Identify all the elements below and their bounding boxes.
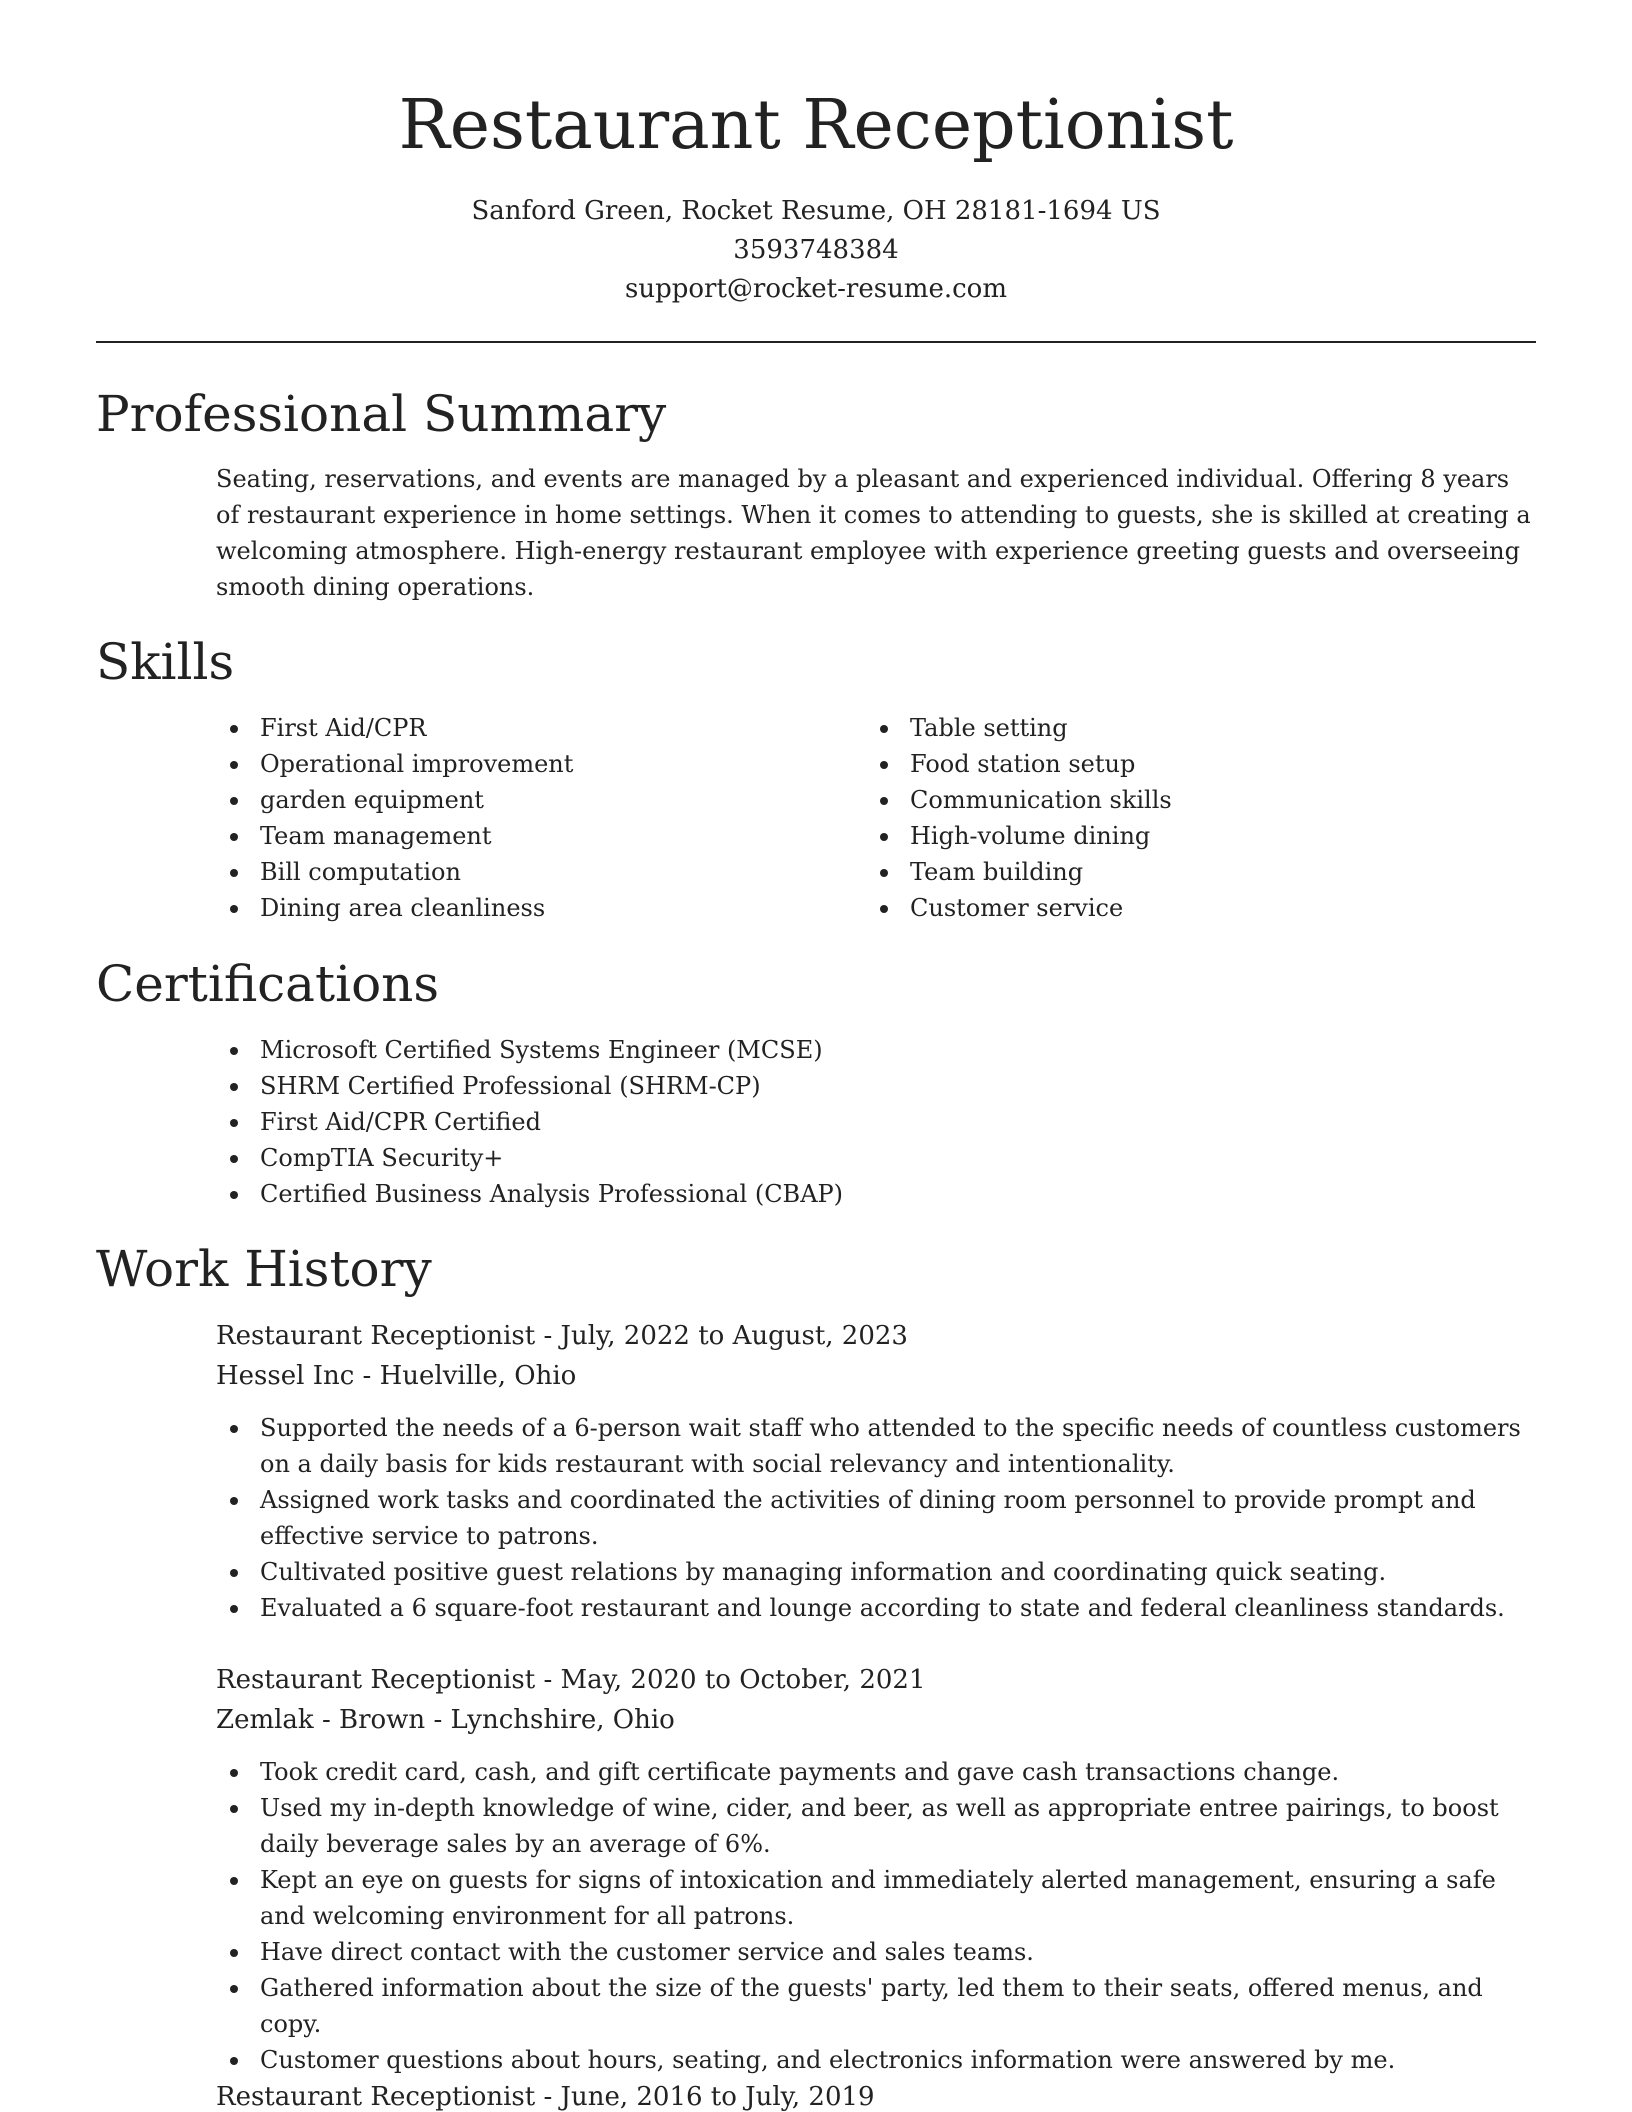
skill-item: Dining area cleanliness <box>216 890 836 926</box>
job-header <box>216 2077 1536 2112</box>
skill-item: Food station setup <box>866 746 1486 782</box>
section-title-work-history: Work History <box>96 1240 432 1298</box>
contact-block <box>0 192 1632 309</box>
skill-item: Operational improvement <box>216 746 836 782</box>
job-title-dates: Restaurant Receptionist - May, 2020 to October, 2021 <box>216 1665 926 1695</box>
skills-list-right <box>866 710 1486 926</box>
job-bullet-list <box>216 1410 1536 1626</box>
job-bullet: Supported the needs of a 6-person wait staff who attended to the specific needs of countless customers on a daily basis for kids restaurant with social relevancy and intentionality. <box>216 1410 1536 1482</box>
header-divider <box>96 341 1536 343</box>
section-title-certifications: Certifications <box>96 955 440 1013</box>
section-title-professional-summary: Professional Summary <box>96 385 667 443</box>
job-bullet: Cultivated positive guest relations by managing information and coordinating quick seating. <box>216 1554 1536 1590</box>
resume-name-heading: Restaurant Receptionist <box>398 86 1234 165</box>
contact-email: support@rocket-resume.com <box>624 274 1007 304</box>
certification-item: SHRM Certified Professional (SHRM-CP) <box>216 1068 1536 1104</box>
skill-item: Customer service <box>866 890 1486 926</box>
contact-address: Sanford Green, Rocket Resume, OH 28181-1694 US <box>471 196 1161 226</box>
certification-item: First Aid/CPR Certified <box>216 1104 1536 1140</box>
skill-item: Team management <box>216 818 836 854</box>
job-bullet: Have direct contact with the customer service and sales teams. <box>216 1934 1536 1970</box>
skill-item: garden equipment <box>216 782 836 818</box>
job-bullet: Kept an eye on guests for signs of intoxication and immediately alerted management, ensuring a safe and welcoming environment for all patrons. <box>216 1862 1536 1934</box>
job-header <box>216 1660 1536 1740</box>
job-bullet: Assigned work tasks and coordinated the activities of dining room personnel to provide prompt and effective service to patrons. <box>216 1482 1536 1554</box>
summary-paragraph: Seating, reservations, and events are managed by a pleasant and experienced individual. Offering 8 years of restaurant experience in home settings. When it comes to attending to guests, she is skilled at creating a welcoming atmosphere. High-energy restaurant employee with experience greeting guests and overseeing smooth dining operations. <box>216 465 1531 601</box>
job-company-location: Zemlak - Brown - Lynchshire, Ohio <box>216 1705 675 1735</box>
job-header <box>216 1316 1536 1396</box>
job-bullet: Used my in-depth knowledge of wine, cider, and beer, as well as appropriate entree pairings, to boost daily beverage sales by an average of 6%. <box>216 1790 1536 1862</box>
skill-item: First Aid/CPR <box>216 710 836 746</box>
job-title-dates: Restaurant Receptionist - June, 2016 to July, 2019 <box>216 2082 875 2112</box>
certifications-list <box>216 1032 1536 1212</box>
job-bullet: Took credit card, cash, and gift certificate payments and gave cash transactions change. <box>216 1754 1536 1790</box>
section-title-skills: Skills <box>96 633 235 691</box>
job-title-dates: Restaurant Receptionist - July, 2022 to August, 2023 <box>216 1321 908 1351</box>
skill-item: Table setting <box>866 710 1486 746</box>
job-bullet: Gathered information about the size of the guests' party, led them to their seats, offered menus, and copy. <box>216 1970 1536 2042</box>
job-bullet-list <box>216 1754 1536 2078</box>
certification-item: CompTIA Security+ <box>216 1140 1536 1176</box>
skills-list-left <box>216 710 836 926</box>
certification-item: Microsoft Certified Systems Engineer (MCSE) <box>216 1032 1536 1068</box>
skill-item: Team building <box>866 854 1486 890</box>
contact-phone: 3593748384 <box>733 235 899 265</box>
skill-item: High-volume dining <box>866 818 1486 854</box>
job-bullet: Customer questions about hours, seating, and electronics information were answered by me. <box>216 2042 1536 2078</box>
job-bullet: Evaluated a 6 square-foot restaurant and lounge according to state and federal cleanliness standards. <box>216 1590 1536 1626</box>
certification-item: Certified Business Analysis Professional (CBAP) <box>216 1176 1536 1212</box>
skill-item: Communication skills <box>866 782 1486 818</box>
job-company-location: Hessel Inc - Huelville, Ohio <box>216 1361 577 1391</box>
skill-item: Bill computation <box>216 854 836 890</box>
